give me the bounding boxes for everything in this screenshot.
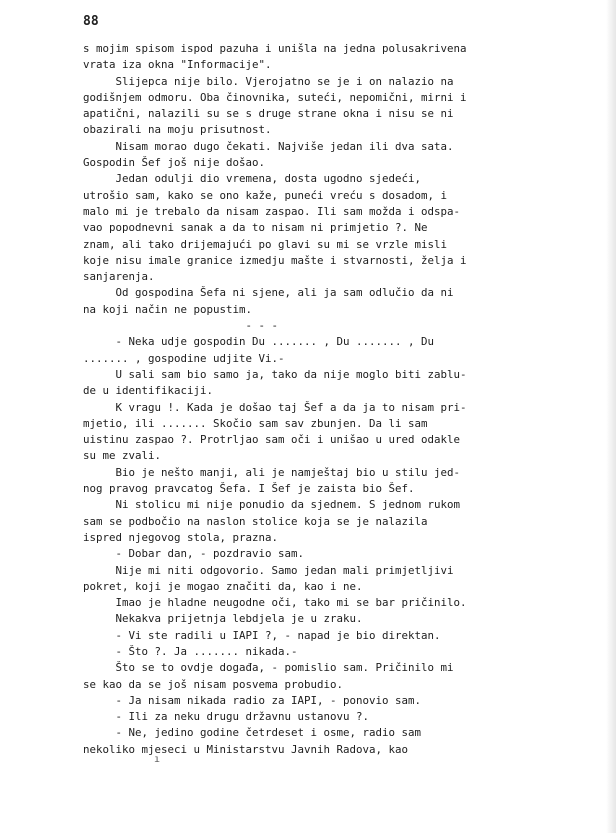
text-line: Gospodin Šef još nije došao.	[83, 156, 266, 170]
text-line: sanjarenja.	[83, 270, 155, 284]
text-line: obazirali na moju prisutnost.	[83, 123, 272, 137]
text-line: vrata iza okna "Informacije".	[83, 58, 272, 72]
page-edge-shadow	[606, 0, 616, 833]
text-line: mjetio, ili ....... Skočio sam sav zbunjen. Da li sam	[83, 416, 428, 430]
text-line: - Vi ste radili u IAPI ?, - napad je bio direktan.	[83, 628, 441, 642]
text-line: - Dobar dan, - pozdravio sam.	[83, 547, 305, 561]
text-line: koje nisu imale granice izmedju mašte i stvarnosti, želja i	[83, 253, 467, 267]
text-line: - Što ?. Ja ....... nikada.-	[83, 644, 298, 658]
text-line: s mojim spisom ispod pazuha i unišla na jedna polusakrivena	[83, 42, 467, 55]
text-line: godišnjem odmoru. Oba činovnika, sutеći, nepomični, mirni i	[83, 90, 467, 104]
scan-mark: ı	[154, 754, 161, 765]
text-line: Jedan odulji dio vremena, dosta ugodno sjedeći,	[83, 172, 422, 186]
text-line: de u identifikaciji.	[83, 384, 214, 398]
text-line: utrošio sam, kako se ono kaže, puneći vreću s dosadom, i	[83, 188, 448, 202]
text-line: - Ne, jedino godine četrdeset i osme, radio sam	[83, 726, 422, 740]
text-line: apatični, nalazili su se s druge strane okna i nisu se ni	[83, 107, 454, 121]
text-line: - - -	[83, 319, 279, 333]
text-line: sam se podbočio na naslon stolice koja se je nalazila	[83, 514, 428, 528]
text-line: vao popodnevni sanak a da to nisam ni primjetio ?. Ne	[83, 221, 428, 235]
text-line: Nekakva prijetnja lebdjela je u zraku.	[83, 612, 363, 626]
text-line: Od gospodina Šefa ni sjene, ali ja sam odlučio da ni	[83, 286, 454, 300]
text-line: uistinu zaspao ?. Protrljao sam oči i unišao u ured odakle	[83, 433, 461, 447]
text-line: na koji način ne popustim.	[83, 302, 253, 316]
text-line: ispred njegovog stola, prazna.	[83, 530, 279, 544]
text-line: Imao je hladne neugodne oči, tako mi se bar pričinilo.	[83, 596, 467, 610]
text-line: Što se to ovdje događa, - pomislio sam. Pričinilo mi	[83, 661, 454, 675]
text-line: U sali sam bio samo ja, tako da nije moglo biti zablu-	[83, 367, 467, 381]
page-number: 88	[83, 14, 99, 29]
text-line: - Ja nisam nikada radio za IAPI, - ponovio sam.	[83, 693, 422, 707]
text-line: Bio je nešto manji, ali je namještaj bio u stilu jed-	[83, 465, 461, 479]
text-line: nog pravog pravcatog Šefa. I Šef je zaista bio Šef.	[83, 482, 415, 496]
body-text	[83, 41, 563, 758]
text-line: ....... , gospodine udjite Vi.-	[83, 351, 285, 365]
text-line: K vragu !. Kada je došao taj Šef a da ja to nisam pri-	[83, 400, 467, 414]
text-line: Nisam morao dugo čekati. Najviše jedan ili dva sata.	[83, 139, 454, 153]
text-line: pokret, koji je mogao značiti da, kao i ne.	[83, 579, 363, 593]
text-line: Slijepca nije bilo. Vjerojatno se je i on nalazio na	[83, 74, 454, 88]
text-line: malo mi je trebalo da nisam zaspao. Ili sam možda i odspa-	[83, 204, 461, 218]
text-line: nekoliko mjeseci u Ministarstvu Javnih Radova, kao	[83, 742, 409, 756]
text-line: Nije mi niti odgovorio. Samo jedan mali primjetljivi	[83, 563, 454, 577]
text-line: se kao da se još nisam posvema probudio.	[83, 677, 344, 691]
text-line: - Neka udje gospodin Du ....... , Du ....... , Du	[83, 335, 435, 349]
text-line: Ni stolicu mi nije ponudio da sjednem. S jednom rukom	[83, 498, 461, 512]
text-line: - Ili za neku drugu državnu ustanovu ?.	[83, 710, 370, 724]
text-line: su me zvali.	[83, 449, 162, 463]
text-line: znam, ali tako drijemajući po glavi su mi se vrzle misli	[83, 237, 448, 251]
